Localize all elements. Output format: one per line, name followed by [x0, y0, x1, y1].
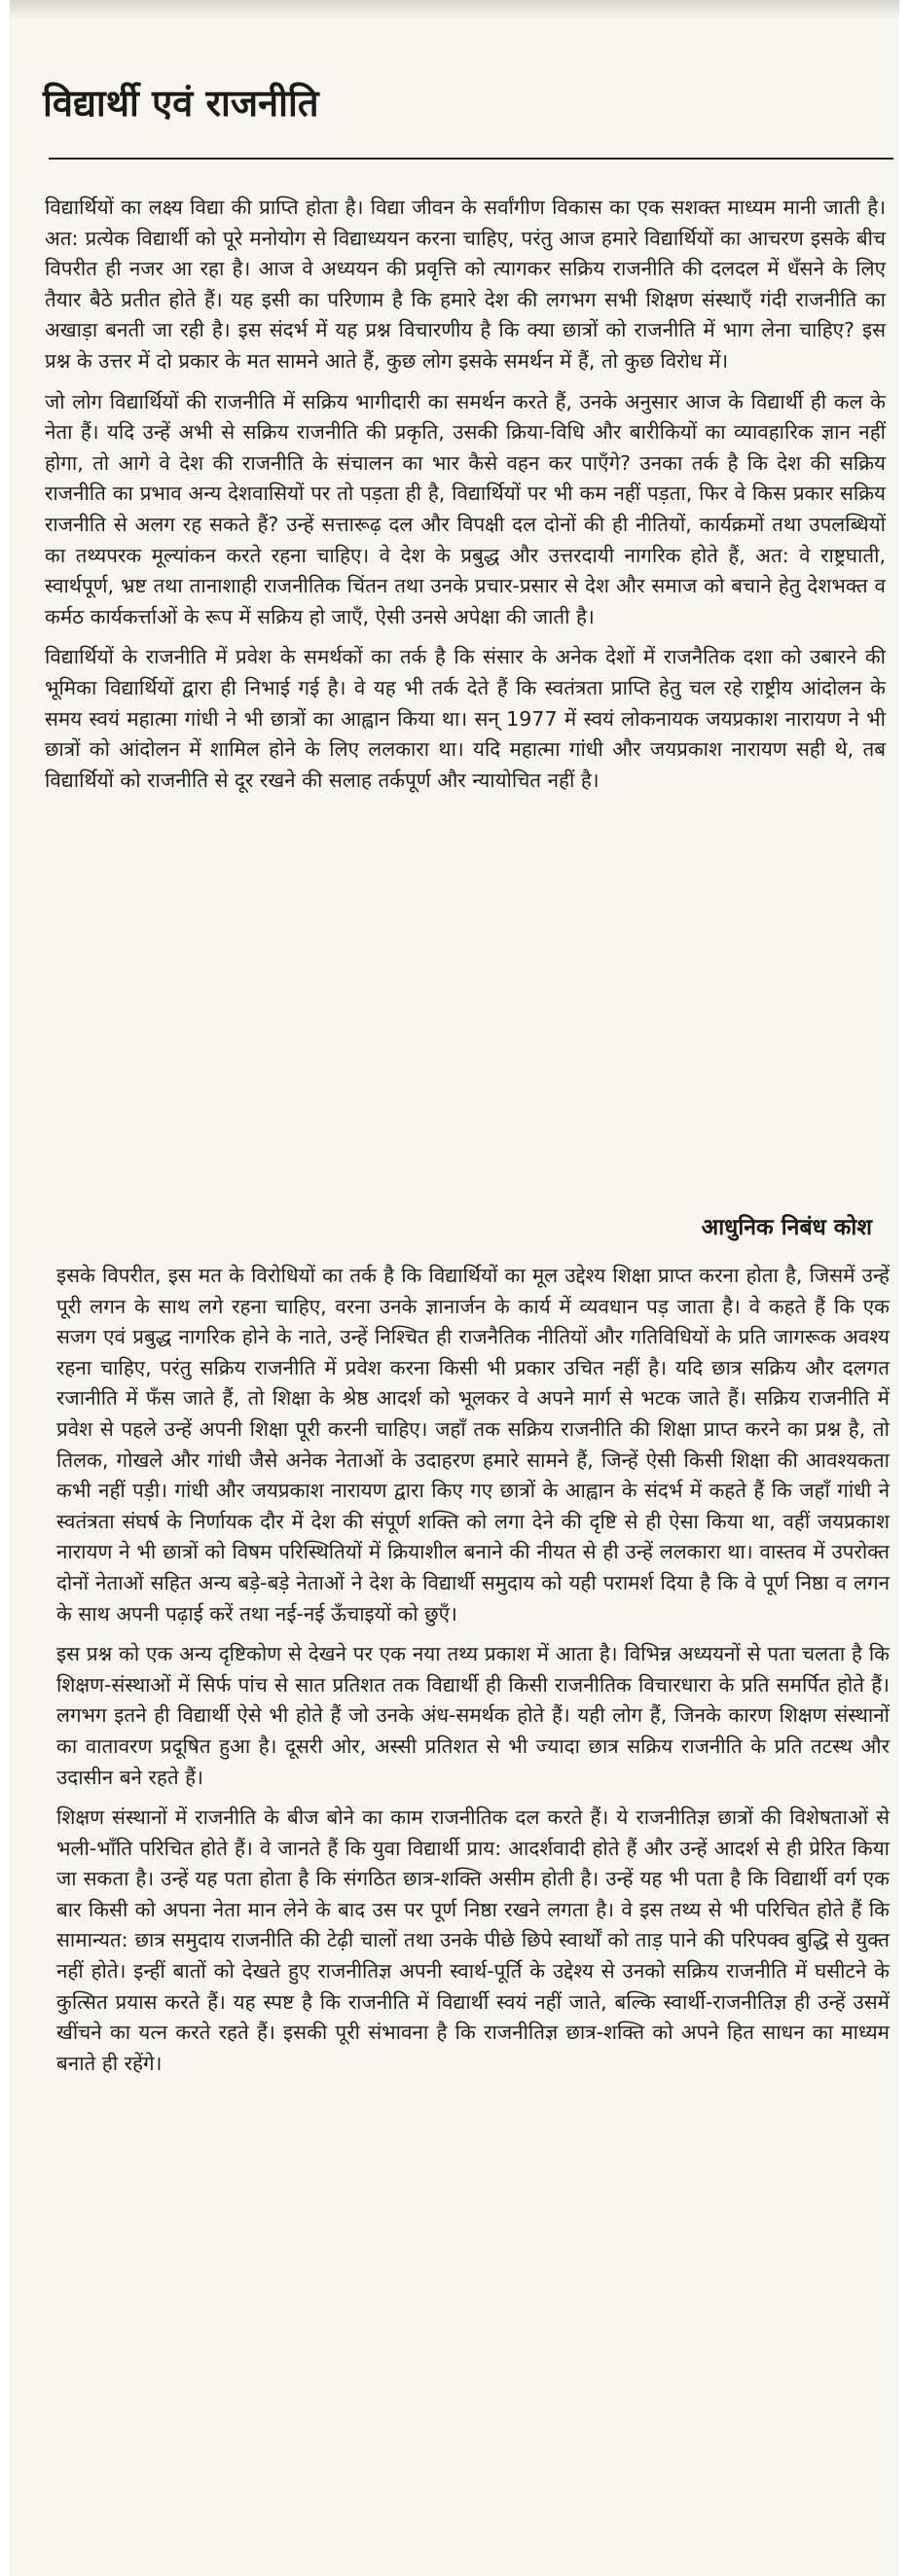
- paragraph: विद्यार्थियों के राजनीति में प्रवेश के समर्थकों का तर्क है कि संसार के अनेक देशों में राजनैतिक दशा को उबारने की भूमिका विद्यार्थियों द्वारा ही निभाई गई है। वे यह भी तर्क देते हैं कि स्वतंत्रता प्राप्ति हेतु चल रहे राष्ट्रीय आंदोलन के समय स्वयं महात्मा गांधी ने भी छात्रों का आह्वान किया था। सन् 1977 में स्वयं लोकनायक जयप्रकाश नारायण ने भी छात्रों को आंदोलन में शामिल होने के लिए ललकारा था। यदि महात्मा गांधी और जयप्रकाश नारायण सही थे, तब विद्यार्थियों को राजनीति से दूर रखने की सलाह तर्कपूर्ण और न्यायोचित नहीं है।: [45, 645, 886, 792]
- article-title: विद्यार्थी एवं राजनीति: [43, 82, 319, 125]
- previous-page-bleed: [10, 0, 899, 19]
- title-underline: [49, 158, 893, 160]
- scanned-page: [10, 0, 899, 2576]
- paragraph: इस प्रश्न को एक अन्य दृष्टिकोण से देखने पर एक नया तथ्य प्रकाश में आता है। विभिन्न अध्ययनों से पता चलता है कि शिक्षण-संस्थाओं में सिर्फ पांच से सात प्रतिशत तक विद्यार्थी ही किसी राजनीतिक विचारधारा के प्रति समर्पित होते हैं। लगभग इतने ही विद्यार्थी ऐसे भी होते हैं जो उनके अंध-समर्थक होते हैं। यही लोग हैं, जिनके कारण शिक्षण संस्थानों का वातावरण प्रदूषित हुआ है। दूसरी ओर, अस्सी प्रतिशत से भी ज्यादा छात्र सक्रिय राजनीति के प्रति तटस्थ और उदासीन बने रहते हैं।: [56, 1642, 890, 1789]
- book-name-label: आधुनिक निबंध कोश: [701, 1215, 872, 1240]
- article-body-part-1: [45, 193, 886, 805]
- paragraph: शिक्षण संस्थानों में राजनीति के बीज बोने का काम राजनीतिक दल करते हैं। ये राजनीतिज्ञ छात्रों की विशेषताओं से भली-भाँति परिचित होते हैं। वे जानते हैं कि युवा विद्यार्थी प्राय: आदर्शवादी होते हैं और उन्हें आदर्श से ही प्रेरित किया जा सकता है। उन्हें यह पता होता है कि संगठित छात्र-शक्ति असीम होती है। उन्हें यह भी पता है कि विद्यार्थी वर्ग एक बार किसी को अपना नेता मान लेने के बाद उस पर पूर्ण निष्ठा रखने लगता है। वे इस तथ्य से भी परिचित होते हैं कि सामान्यत: छात्र समुदाय राजनीति की टेढ़ी चालों तथा उनके पीछे छिपे स्वार्थों को ताड़ पाने की परिपक्व बुद्धि से युक्त नहीं होते। इन्हीं बातों को देखते हुए राजनीतिज्ञ अपनी स्वार्थ-पूर्ति के उद्देश्य से उनको सक्रिय राजनीति में घसीटने के कुत्सित प्रयास करते हैं। यह स्पष्ट है कि राजनीति में विद्यार्थी स्वयं नहीं जाते, बल्कि स्वार्थी-राजनीतिज्ञ ही उन्हें उसमें खींचने का यत्न करते रहते हैं। इसकी पूरी संभावना है कि राजनीतिज्ञ छात्र-शक्ति को अपने हित साधन का माध्यम बनाते ही रहेंगे।: [56, 1806, 890, 2075]
- paragraph: विद्यार्थियों का लक्ष्य विद्या की प्राप्ति होता है। विद्या जीवन के सर्वांगीण विकास का एक सशक्त माध्यम मानी जाती है। अत: प्रत्येक विद्यार्थी को पूरे मनोयोग से विद्याध्ययन करना चाहिए, परंतु आज हमारे विद्यार्थियों का आचरण इसके बीच विपरीत ही नजर आ रहा है। आज वे अध्ययन की प्रवृत्ति को त्यागकर सक्रिय राजनीति की दलदल में धँसने के लिए तैयार बैठे प्रतीत होते हैं। यह इसी का परिणाम है कि हमारे देश की लगभग सभी शिक्षण संस्थाएँ गंदी राजनीति का अखाड़ा बनती जा रही है। इस संदर्भ में यह प्रश्न विचारणीय है कि क्या छात्रों को राजनीति में भाग लेना चाहिए? इस प्रश्न के उत्तर में दो प्रकार के मत सामने आते हैं, कुछ लोग इसके समर्थन में हैं, तो कुछ विरोध में।: [45, 196, 886, 373]
- article-body-part-2: [56, 1261, 890, 2089]
- paragraph: इसके विपरीत, इस मत के विरोधियों का तर्क है कि विद्यार्थियों का मूल उद्देश्य शिक्षा प्राप्त करना होता है, जिसमें उन्हें पूरी लगन के साथ लगे रहना चाहिए, वरना उनके ज्ञानार्जन के कार्य में व्यवधान पड़ जाता है। वे कहते हैं कि एक सजग एवं प्रबुद्ध नागरिक होने के नाते, उन्हें निश्चित ही राजनैतिक नीतियों और गतिविधियों के प्रति जागरूक अवश्य रहना चाहिए, परंतु सक्रिय राजनीति में प्रवेश करना किसी भी प्रकार उचित नहीं है। यदि छात्र सक्रिय और दलगत रजानीति में फँस जाते हैं, तो शिक्षा के श्रेष्ठ आदर्श को भूलकर वे अपने मार्ग से भटक जाते हैं। सक्रिय राजनीति में प्रवेश से पहले उन्हें अपनी शिक्षा पूरी करनी चाहिए। जहाँ तक सक्रिय राजनीति की शिक्षा प्राप्त करने का प्रश्न है, तो तिलक, गोखले और गांधी जैसे अनेक नेताओं के उदाहरण हमारे सामने हैं, जिन्हें ऐसी किसी शिक्षा की आवश्यकता कभी नहीं पड़ी। गांधी और जयप्रकाश नारायण द्वारा किए गए छात्रों के आह्वान के संदर्भ में कहते हैं कि जहाँ गांधी ने स्वतंत्रता संघर्ष के निर्णायक दौर में देश की संपूर्ण शक्ति को लगा देने की दृष्टि से ही ऐसा किया था, वहीं जयप्रकाश नारायण ने भी छात्रों को विषम परिस्थितियों में क्रियाशील बनाने की नीयत से ही उन्हें ललकारा था। वास्तव में उपरोक्त दोनों नेताओं सहित अन्य बड़े-बड़े नेताओं ने देश के विद्यार्थी समुदाय को यही परामर्श दिया है कि वे पूर्ण निष्ठा व लगन के साथ अपनी पढ़ाई करें तथा नई-नई ऊँचाइयों को छुएँ।: [56, 1264, 890, 1626]
- paragraph: जो लोग विद्यार्थियों की राजनीति में सक्रिय भागीदारी का समर्थन करते हैं, उनके अनुसार आज के विद्यार्थी ही कल के नेता हैं। यदि उन्हें अभी से सक्रिय राजनीति की प्रकृति, उसकी क्रिया-विधि और बारीकियों का व्यावहारिक ज्ञान नहीं होगा, तो आगे वे देश की राजनीति के संचालन का भार कैसे वहन कर पाएँगे? उनका तर्क है कि देश की सक्रिय राजनीति का प्रभाव अन्य देशवासियों पर तो पड़ता ही है, विद्यार्थियों पर भी कम नहीं पड़ता, फिर वे किस प्रकार सक्रिय राजनीति से अलग रह सकते हैं? उन्हें सत्तारूढ़ दल और विपक्षी दल दोनों की ही नीतियों, कार्यक्रमों तथा उपलब्धियों का तथ्यपरक मूल्यांकन करते रहना चाहिए। वे देश के प्रबुद्ध और उत्तरदायी नागरिक होते हैं, अत: वे राष्ट्रघाती, स्वार्थपूर्ण, भ्रष्ट तथा तानाशाही राजनीतिक चिंतन तथा उनके प्रचार-प्रसार से देश और समाज को बचाने हेतु देशभक्त व कर्मठ कार्यकर्त्ताओं के रूप में सक्रिय हो जाएँ, ऐसी उनसे अपेक्षा की जाती है।: [45, 389, 886, 628]
